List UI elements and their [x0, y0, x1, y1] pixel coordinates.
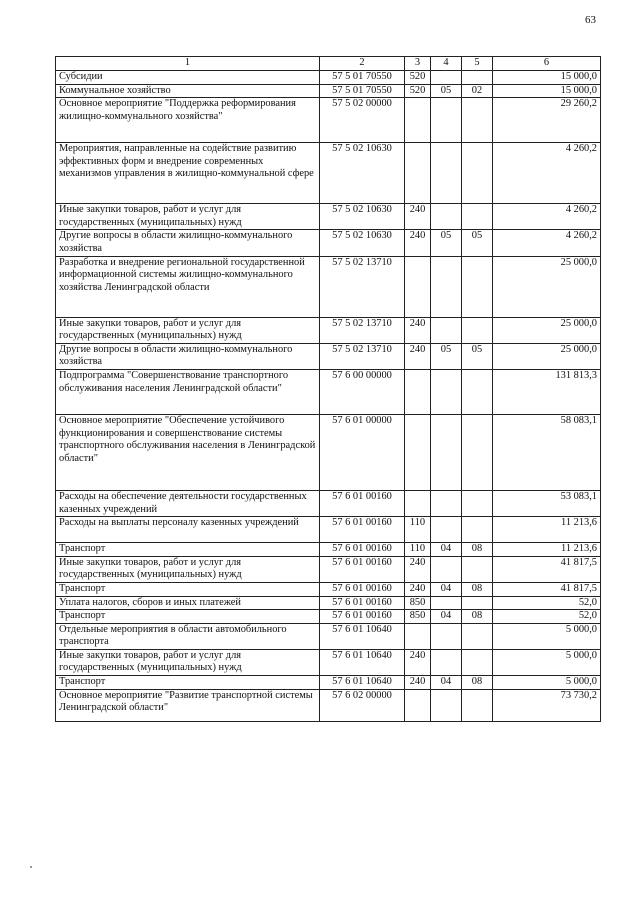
row-expense-type-cell: 110 — [405, 517, 431, 543]
row-section-cell — [431, 490, 462, 516]
row-name-cell: Транспорт — [56, 610, 320, 624]
row-subsection-cell: 08 — [462, 676, 493, 690]
row-subsection-cell — [462, 71, 493, 85]
row-amount-cell: 11 213,6 — [493, 543, 601, 557]
row-name-cell: Подпрограмма "Совершенствование транспортного обслуживания населения Ленинградской области" — [56, 369, 320, 414]
row-expense-type-cell — [405, 490, 431, 516]
row-name-cell: Транспорт — [56, 543, 320, 557]
row-section-cell — [431, 689, 462, 721]
row-amount-cell: 41 817,5 — [493, 582, 601, 596]
table-row — [56, 84, 601, 98]
table-row — [56, 676, 601, 690]
row-name-cell: Иные закупки товаров, работ и услуг для государственных (муниципальных) нужд — [56, 649, 320, 675]
row-subsection-cell — [462, 204, 493, 230]
row-amount-cell: 25 000,0 — [493, 317, 601, 343]
row-section-cell — [431, 517, 462, 543]
row-name-cell: Коммунальное хозяйство — [56, 84, 320, 98]
row-target-code-cell: 57 6 00 00000 — [320, 369, 405, 414]
scan-speck — [30, 866, 32, 868]
row-subsection-cell — [462, 556, 493, 582]
row-target-code-cell: 57 6 01 10640 — [320, 623, 405, 649]
row-target-code-cell: 57 6 01 00160 — [320, 596, 405, 610]
row-section-cell — [431, 596, 462, 610]
row-subsection-cell: 08 — [462, 610, 493, 624]
column-header-subsection: 5 — [462, 57, 493, 71]
row-amount-cell: 25 000,0 — [493, 343, 601, 369]
table-row — [56, 71, 601, 85]
row-name-cell: Другие вопросы в области жилищно-коммунального хозяйства — [56, 230, 320, 256]
row-target-code-cell: 57 5 02 10630 — [320, 204, 405, 230]
row-name-cell: Мероприятия, направленные на содействие развитию эффективных форм и внедрение современных механизмов управления в жилищно-коммунальной сфере — [56, 143, 320, 204]
row-section-cell: 05 — [431, 84, 462, 98]
row-target-code-cell: 57 6 01 00160 — [320, 556, 405, 582]
table-row — [56, 204, 601, 230]
row-section-cell — [431, 369, 462, 414]
row-target-code-cell: 57 6 01 10640 — [320, 649, 405, 675]
row-section-cell — [431, 204, 462, 230]
table-row — [56, 610, 601, 624]
row-amount-cell: 131 813,3 — [493, 369, 601, 414]
table-row — [56, 414, 601, 490]
row-subsection-cell — [462, 369, 493, 414]
table-body — [56, 71, 601, 722]
row-target-code-cell: 57 5 02 13710 — [320, 317, 405, 343]
row-target-code-cell: 57 6 01 00160 — [320, 610, 405, 624]
row-subsection-cell — [462, 623, 493, 649]
row-subsection-cell — [462, 517, 493, 543]
table-row — [56, 230, 601, 256]
row-target-code-cell: 57 5 02 13710 — [320, 343, 405, 369]
row-target-code-cell: 57 6 02 00000 — [320, 689, 405, 721]
row-expense-type-cell: 240 — [405, 582, 431, 596]
row-section-cell — [431, 623, 462, 649]
row-subsection-cell — [462, 596, 493, 610]
row-amount-cell: 5 000,0 — [493, 676, 601, 690]
row-expense-type-cell: 850 — [405, 596, 431, 610]
row-section-cell: 05 — [431, 343, 462, 369]
row-expense-type-cell: 520 — [405, 84, 431, 98]
row-section-cell — [431, 414, 462, 490]
table-row — [56, 143, 601, 204]
row-target-code-cell: 57 6 01 00000 — [320, 414, 405, 490]
row-name-cell: Транспорт — [56, 676, 320, 690]
row-target-code-cell: 57 5 01 70550 — [320, 84, 405, 98]
row-target-code-cell: 57 6 01 00160 — [320, 517, 405, 543]
row-section-cell: 05 — [431, 230, 462, 256]
row-name-cell: Расходы на выплаты персоналу казенных учреждений — [56, 517, 320, 543]
row-expense-type-cell — [405, 98, 431, 143]
row-amount-cell: 58 083,1 — [493, 414, 601, 490]
column-header-section: 4 — [431, 57, 462, 71]
row-expense-type-cell: 240 — [405, 317, 431, 343]
row-target-code-cell: 57 5 02 10630 — [320, 143, 405, 204]
column-header-amount: 6 — [493, 57, 601, 71]
row-subsection-cell — [462, 143, 493, 204]
row-name-cell: Иные закупки товаров, работ и услуг для государственных (муниципальных) нужд — [56, 204, 320, 230]
row-expense-type-cell — [405, 623, 431, 649]
row-expense-type-cell: 520 — [405, 71, 431, 85]
row-section-cell: 04 — [431, 610, 462, 624]
row-amount-cell: 73 730,2 — [493, 689, 601, 721]
row-amount-cell: 41 817,5 — [493, 556, 601, 582]
row-name-cell: Иные закупки товаров, работ и услуг для государственных (муниципальных) нужд — [56, 317, 320, 343]
row-expense-type-cell: 850 — [405, 610, 431, 624]
row-amount-cell: 25 000,0 — [493, 256, 601, 317]
column-header-name: 1 — [56, 57, 320, 71]
row-name-cell: Транспорт — [56, 582, 320, 596]
table-row — [56, 649, 601, 675]
row-target-code-cell: 57 6 01 00160 — [320, 490, 405, 516]
row-expense-type-cell: 240 — [405, 556, 431, 582]
row-expense-type-cell — [405, 256, 431, 317]
table-row — [56, 317, 601, 343]
row-subsection-cell — [462, 490, 493, 516]
row-target-code-cell: 57 5 01 70550 — [320, 71, 405, 85]
row-subsection-cell: 08 — [462, 543, 493, 557]
row-name-cell: Другие вопросы в области жилищно-коммунального хозяйства — [56, 343, 320, 369]
row-target-code-cell: 57 5 02 00000 — [320, 98, 405, 143]
row-subsection-cell: 05 — [462, 343, 493, 369]
row-expense-type-cell: 240 — [405, 204, 431, 230]
row-section-cell — [431, 556, 462, 582]
row-amount-cell: 11 213,6 — [493, 517, 601, 543]
table-row — [56, 490, 601, 516]
row-section-cell — [431, 649, 462, 675]
row-amount-cell: 4 260,2 — [493, 204, 601, 230]
table-row — [56, 623, 601, 649]
row-amount-cell: 15 000,0 — [493, 71, 601, 85]
table-row — [56, 343, 601, 369]
row-expense-type-cell — [405, 143, 431, 204]
row-target-code-cell: 57 6 01 00160 — [320, 582, 405, 596]
row-subsection-cell: 02 — [462, 84, 493, 98]
table-row — [56, 98, 601, 143]
row-section-cell — [431, 317, 462, 343]
row-expense-type-cell: 110 — [405, 543, 431, 557]
row-target-code-cell: 57 5 02 13710 — [320, 256, 405, 317]
table-row — [56, 543, 601, 557]
row-target-code-cell: 57 5 02 10630 — [320, 230, 405, 256]
row-name-cell: Субсидии — [56, 71, 320, 85]
row-expense-type-cell — [405, 689, 431, 721]
row-subsection-cell — [462, 98, 493, 143]
row-section-cell: 04 — [431, 543, 462, 557]
row-amount-cell: 52,0 — [493, 610, 601, 624]
table-row — [56, 517, 601, 543]
row-section-cell — [431, 143, 462, 204]
row-name-cell: Иные закупки товаров, работ и услуг для государственных (муниципальных) нужд — [56, 556, 320, 582]
table-header-row — [56, 57, 601, 71]
row-expense-type-cell: 240 — [405, 649, 431, 675]
column-header-target-code: 2 — [320, 57, 405, 71]
row-name-cell: Основное мероприятие "Поддержка реформирования жилищно-коммунального хозяйства" — [56, 98, 320, 143]
page-number: 63 — [585, 14, 596, 26]
row-subsection-cell — [462, 317, 493, 343]
row-expense-type-cell: 240 — [405, 676, 431, 690]
table-row — [56, 596, 601, 610]
row-subsection-cell: 05 — [462, 230, 493, 256]
row-name-cell: Разработка и внедрение региональной государственной информационной системы жилищно-коммунального хозяйства Ленинградской области — [56, 256, 320, 317]
row-amount-cell: 4 260,2 — [493, 143, 601, 204]
row-subsection-cell — [462, 414, 493, 490]
row-amount-cell: 29 260,2 — [493, 98, 601, 143]
row-expense-type-cell — [405, 369, 431, 414]
row-amount-cell: 5 000,0 — [493, 623, 601, 649]
row-target-code-cell: 57 6 01 10640 — [320, 676, 405, 690]
budget-table — [55, 56, 601, 722]
column-header-expense-type: 3 — [405, 57, 431, 71]
row-expense-type-cell: 240 — [405, 343, 431, 369]
row-section-cell — [431, 256, 462, 317]
table-row — [56, 582, 601, 596]
row-name-cell: Основное мероприятие "Развитие транспортной системы Ленинградской области" — [56, 689, 320, 721]
row-subsection-cell — [462, 256, 493, 317]
row-subsection-cell: 08 — [462, 582, 493, 596]
row-subsection-cell — [462, 649, 493, 675]
row-expense-type-cell — [405, 414, 431, 490]
row-section-cell: 04 — [431, 676, 462, 690]
row-amount-cell: 53 083,1 — [493, 490, 601, 516]
row-section-cell: 04 — [431, 582, 462, 596]
row-name-cell: Расходы на обеспечение деятельности государственных казенных учреждений — [56, 490, 320, 516]
row-name-cell: Уплата налогов, сборов и иных платежей — [56, 596, 320, 610]
row-amount-cell: 4 260,2 — [493, 230, 601, 256]
row-amount-cell: 52,0 — [493, 596, 601, 610]
table-row — [56, 369, 601, 414]
row-section-cell — [431, 71, 462, 85]
table-row — [56, 689, 601, 721]
row-name-cell: Основное мероприятие "Обеспечение устойчивого функционирования и совершенствование системы транспортного обслуживания населения в Ленинградской области" — [56, 414, 320, 490]
row-section-cell — [431, 98, 462, 143]
row-expense-type-cell: 240 — [405, 230, 431, 256]
row-name-cell: Отдельные мероприятия в области автомобильного транспорта — [56, 623, 320, 649]
row-target-code-cell: 57 6 01 00160 — [320, 543, 405, 557]
table-row — [56, 556, 601, 582]
row-amount-cell: 15 000,0 — [493, 84, 601, 98]
table-row — [56, 256, 601, 317]
row-amount-cell: 5 000,0 — [493, 649, 601, 675]
row-subsection-cell — [462, 689, 493, 721]
